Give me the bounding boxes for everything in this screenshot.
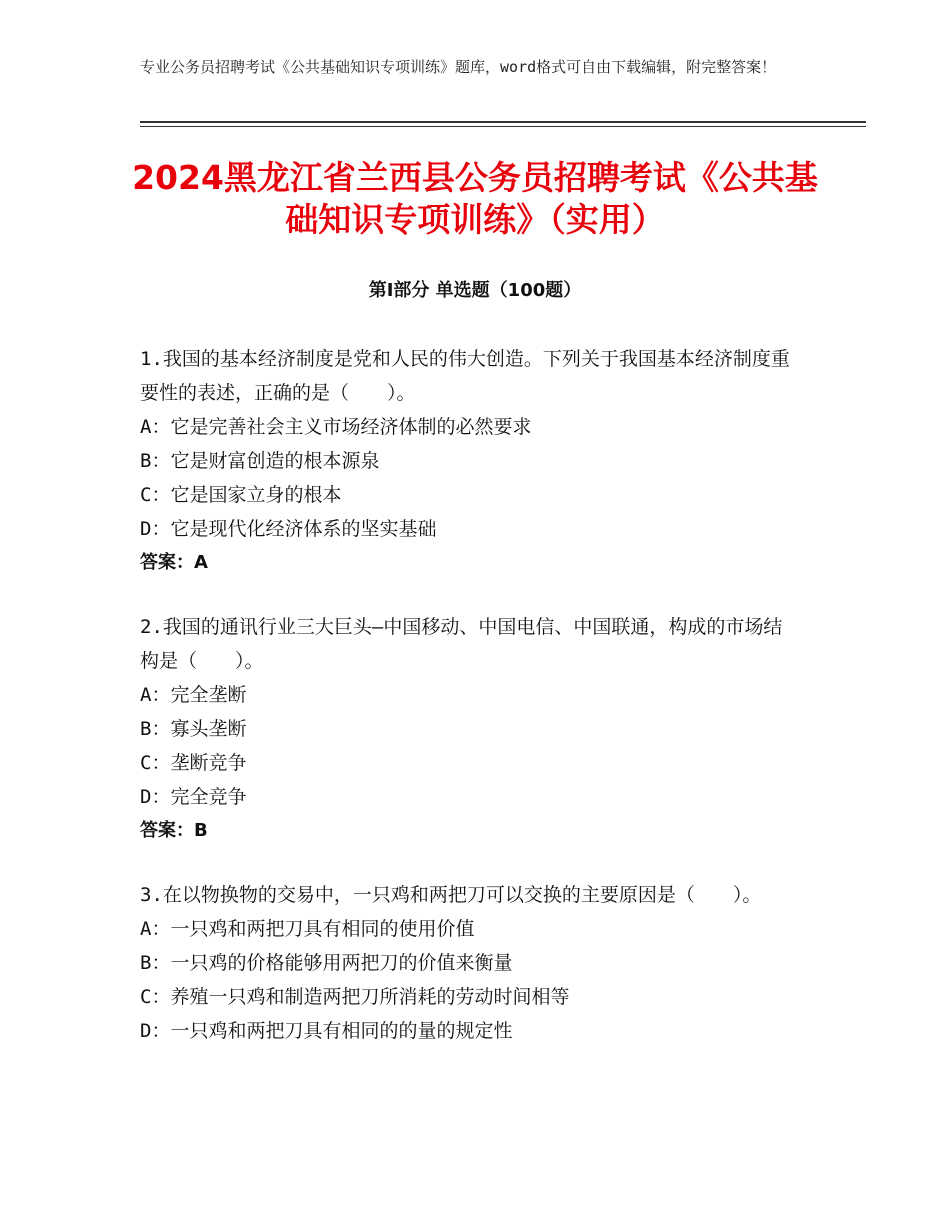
option-b: B：寡头垄断 (140, 718, 247, 740)
question-1 (140, 342, 800, 580)
question-stem: 1.我国的基本经济制度是党和人民的伟大创造。下列关于我国基本经济制度重要性的表述，正确的是（ ）。 (140, 348, 790, 404)
option-a: A：它是完善社会主义市场经济体制的必然要求 (140, 416, 532, 438)
option-c: C：垄断竞争 (140, 752, 247, 774)
document-title: 2024黑龙江省兰西县公务员招聘考试《公共基础知识专项训练》（实用） (132, 158, 818, 239)
answer-line: 答案：A (140, 552, 208, 573)
question-list (140, 342, 800, 1078)
option-b: B：它是财富创造的根本源泉 (140, 450, 380, 472)
option-b: B：一只鸡的价格能够用两把刀的价值来衡量 (140, 952, 513, 974)
option-c: C：它是国家立身的根本 (140, 484, 342, 506)
option-d: D：完全竞争 (140, 786, 247, 808)
option-a: A：完全垄断 (140, 684, 247, 706)
question-stem: 3.在以物换物的交易中，一只鸡和两把刀可以交换的主要原因是（ ）。 (140, 884, 762, 906)
header-rule-thick (140, 121, 866, 123)
header-note: 专业公务员招聘考试《公共基础知识专项训练》题库，word格式可自由下载编辑，附完整答案！ (140, 58, 777, 76)
question-stem: 2.我国的通讯行业三大巨头—中国移动、中国电信、中国联通，构成的市场结构是（ ）。 (140, 616, 783, 672)
question-2 (140, 610, 800, 848)
option-d: D：它是现代化经济体系的坚实基础 (140, 518, 437, 540)
option-a: A：一只鸡和两把刀具有相同的使用价值 (140, 918, 475, 940)
question-3 (140, 878, 800, 1048)
option-d: D：一只鸡和两把刀具有相同的的量的规定性 (140, 1020, 513, 1042)
answer-line: 答案：B (140, 820, 208, 841)
section-title: 第Ⅰ部分 单选题（100题） (368, 280, 582, 301)
option-c: C：养殖一只鸡和制造两把刀所消耗的劳动时间相等 (140, 986, 570, 1008)
header-rule-thin (140, 126, 866, 127)
